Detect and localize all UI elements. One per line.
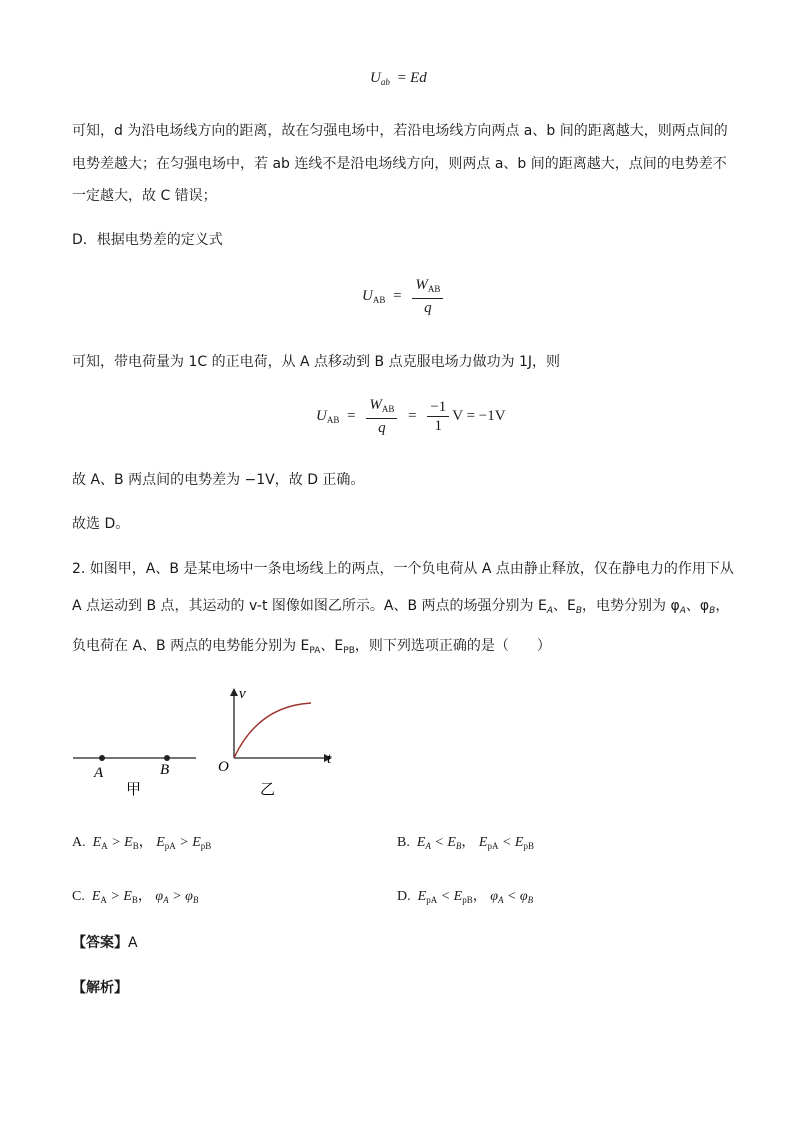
numerator: W bbox=[415, 277, 428, 293]
formula-uab bbox=[370, 70, 427, 87]
q2-line3: 负电荷在 A、B 两点的电势能分别为 $E_{PA}$、$E_{PB}$，则下列选项正确的是（ ） bbox=[72, 638, 551, 656]
fraction-values bbox=[427, 398, 449, 435]
label-o: O bbox=[218, 759, 229, 775]
symbol-u: U bbox=[362, 287, 373, 304]
subscript: AB bbox=[372, 294, 386, 305]
para1-line1: 可知，d 为沿电场线方向的距离，故在匀强电场中，若沿电场线方向两点 a、b 间的距离越大，则两点间的 bbox=[72, 123, 728, 139]
option-c[interactable]: C. $E_A > E_B$， $\varphi_A > \varphi_B$ bbox=[72, 889, 199, 905]
numerator: W bbox=[369, 397, 382, 413]
para1-line3: 一定越大，故 C 错误； bbox=[72, 188, 217, 204]
vt-curve bbox=[234, 703, 311, 758]
para3: 故 A、B 两点间的电势差为 −1V，故 D 正确。 bbox=[72, 472, 365, 488]
option-a[interactable]: A. $E_A > E_B$， $E_{pA} > E_{pB}$ bbox=[72, 835, 212, 851]
v-axis-arrow bbox=[230, 688, 238, 696]
symbol-u: U bbox=[370, 70, 381, 86]
denominator: q bbox=[424, 300, 432, 316]
rhs: Ed bbox=[410, 70, 427, 86]
point-a bbox=[99, 755, 105, 761]
figure-diagram bbox=[68, 682, 368, 802]
formula-uab-def bbox=[362, 276, 446, 317]
fraction-w-q bbox=[366, 396, 397, 437]
numerator-value: −1 bbox=[427, 398, 449, 417]
formula-calc: $U_{AB}$ = $\frac{W_{AB}}{q}$ = $\frac{-1}{1}$ V = −1V bbox=[316, 397, 506, 436]
symbol-u: U bbox=[316, 407, 327, 424]
subscript: AB bbox=[326, 414, 340, 425]
answer-line bbox=[72, 933, 138, 953]
label-t: t bbox=[327, 751, 332, 767]
answer-label: 【答案】 bbox=[72, 935, 128, 951]
option-b[interactable]: B. $E_A < E_B$， $E_{pA} < E_{pB}$ bbox=[397, 835, 534, 851]
label-b: B bbox=[160, 762, 170, 778]
point-b bbox=[164, 755, 170, 761]
para4: 故选 D。 bbox=[72, 516, 130, 532]
analysis-line bbox=[72, 978, 128, 998]
numerator-sub: AB bbox=[381, 404, 395, 414]
label-a: A bbox=[94, 765, 104, 781]
equals: = bbox=[393, 287, 402, 304]
label-yi: 乙 bbox=[260, 782, 276, 798]
numerator-sub: AB bbox=[427, 284, 441, 294]
q2-line2: A 点运动到 B 点，其运动的 v-t 图像如图乙所示。A、B 两点的场强分别为 $E_A$、$E_B$，电势分别为 $\varphi_A$、$\varphi_B$， bbox=[72, 598, 730, 616]
section-d-heading: D．根据电势差的定义式 bbox=[72, 232, 223, 248]
denominator: q bbox=[378, 420, 386, 436]
fraction bbox=[412, 276, 443, 317]
para1-line2: 电势差越大；在匀强电场中，若 ab 连线不是沿电场线方向，则两点 a、b 间的距离越大，点间的电势差不 bbox=[72, 156, 727, 172]
analysis-label: 【解析】 bbox=[72, 980, 128, 996]
q2-line1: 2. 如图甲，A、B 是某电场中一条电场线上的两点，一个负电荷从 A 点由静止释放，仅在静电力的作用下从 bbox=[72, 561, 734, 577]
denominator-value: 1 bbox=[434, 418, 443, 434]
option-d[interactable]: D. $E_{pA} < E_{pB}$， $\varphi_A < \varphi_B$ bbox=[397, 889, 534, 905]
equals: = bbox=[397, 70, 407, 86]
subscript: ab bbox=[380, 77, 390, 87]
para2: 可知，带电荷量为 1C 的正电荷，从 A 点移动到 B 点克服电场力做功为 1J，则 bbox=[72, 354, 561, 370]
result: = −1V bbox=[466, 407, 506, 424]
unit-v: V bbox=[452, 407, 463, 424]
label-jia: 甲 bbox=[126, 782, 142, 798]
label-v: v bbox=[239, 686, 246, 702]
answer-value: A bbox=[128, 935, 138, 951]
